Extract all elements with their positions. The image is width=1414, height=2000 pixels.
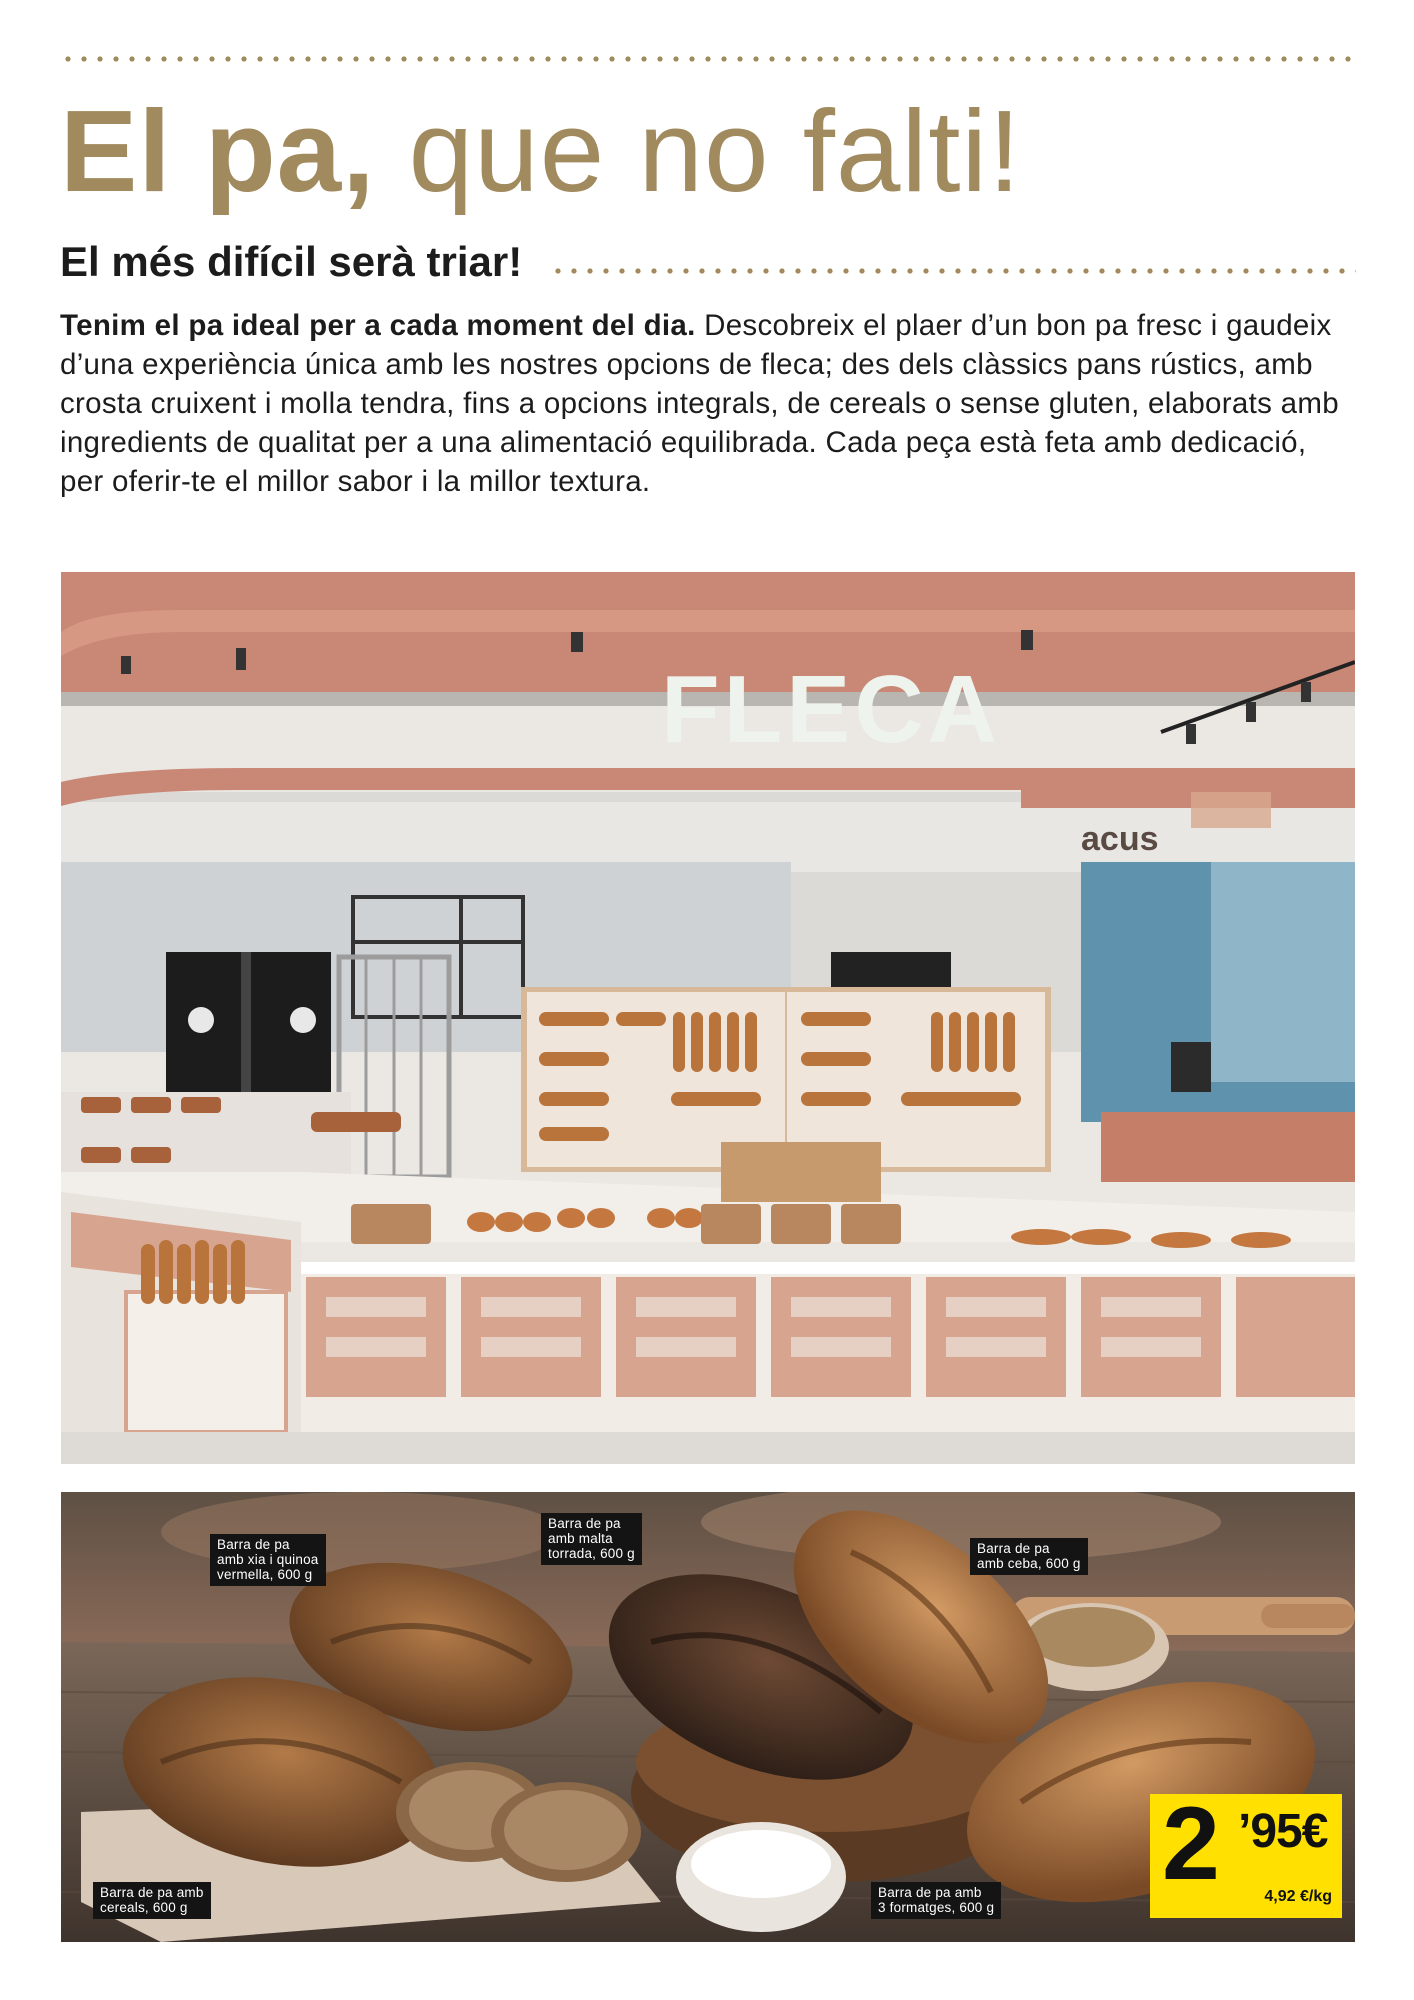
intro-paragraph (60, 306, 1350, 501)
bakery-store-photo (61, 572, 1355, 1464)
intro-lead: Tenim el pa ideal per a cada moment del dia. (60, 309, 696, 342)
price-decimal: ’95€ (1238, 1805, 1328, 1858)
fleca-sign: FLECA (661, 656, 1001, 763)
bread-products-photo (61, 1492, 1355, 1942)
product-label-cereals: Barra de pa amb cereals, 600 g (93, 1882, 211, 1919)
product-label-formatges: Barra de pa amb 3 formatges, 600 g (871, 1882, 1001, 1919)
intro-body: Descobreix el plaer d’un bon pa fresc i gaudeix d’una experiència única amb les nostres opcions de fleca; des dels clàssics pans rústics, amb crosta cruixent i molla tendra, fins a opcions integrals, de cereals o sense gluten, elaborats amb ingredients de qualitat per a una alimentació equilibrada. Cada peça està feta amb dedicació, per oferir-te el millor sabor i la millor textura. (60, 309, 1339, 498)
product-label-ceba: Barra de pa amb ceba, 600 g (970, 1538, 1088, 1575)
subtitle-row (60, 232, 1356, 292)
price-tag (1150, 1786, 1342, 1918)
product-label-quinoa: Barra de pa amb xia i quinoa vermella, 600 g (210, 1534, 326, 1586)
page-title-rest: que no falti! (375, 86, 1022, 216)
price-integer: 2 (1162, 1786, 1217, 1902)
product-label-malta: Barra de pa amb malta torrada, 600 g (541, 1513, 642, 1565)
page-subtitle: El més difícil serà triar! (60, 238, 523, 285)
dotted-divider-top (60, 54, 1356, 64)
dotted-divider-subtitle (550, 266, 1356, 276)
page-title (60, 88, 1021, 216)
side-store-sign: acus (1081, 820, 1159, 858)
price-per-kg: 4,92 €/kg (1264, 1888, 1332, 1905)
page-title-bold: El pa, (60, 86, 376, 216)
